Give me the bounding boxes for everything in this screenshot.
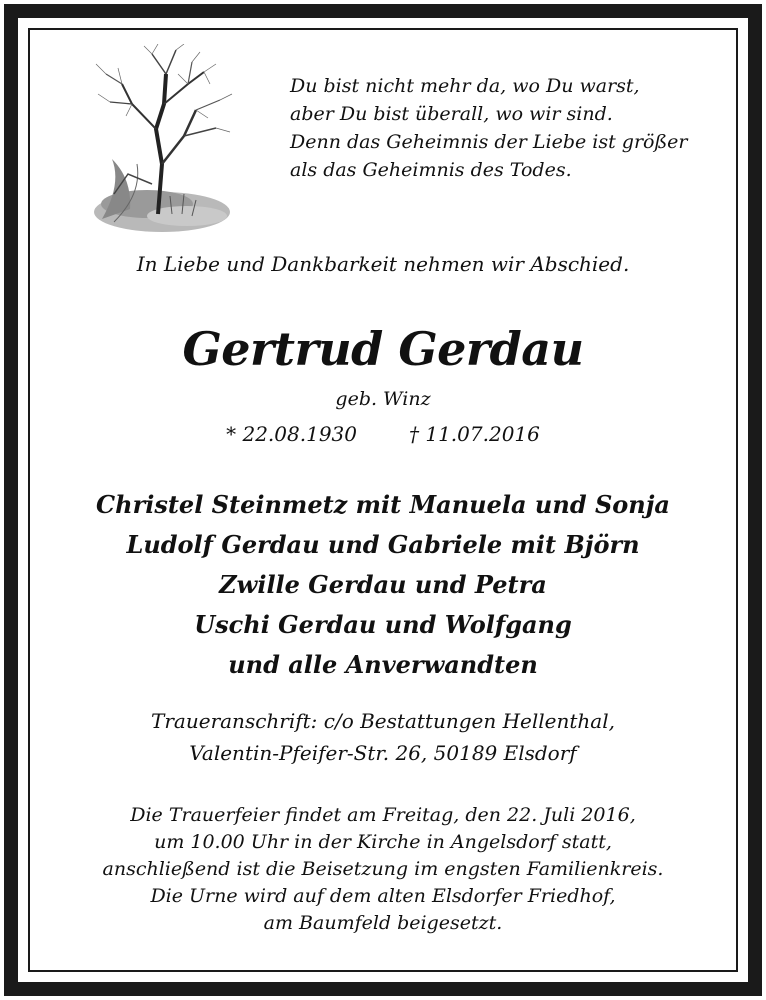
mourner-line: Zwille Gerdau und Petra: [219, 570, 547, 599]
funeral-line: um 10.00 Uhr in der Kirche in Angelsdorf statt,: [154, 831, 612, 853]
poem: [290, 72, 730, 184]
mourner-line: und alle Anverwandten: [228, 650, 538, 679]
address-line: Traueranschrift: c/o Bestattungen Hellenthal,: [151, 709, 615, 733]
death-date: † 11.07.2016: [409, 422, 540, 446]
funeral-line: Die Trauerfeier findet am Freitag, den 22. Juli 2016,: [130, 804, 636, 826]
birth-date: * 22.08.1930: [226, 422, 357, 446]
poem-line: aber Du bist überall, wo wir sind.: [290, 103, 613, 125]
farewell-text: In Liebe und Dankbarkeit nehmen wir Abschied.: [136, 252, 630, 276]
funeral-line: Die Urne wird auf dem alten Elsdorfer Friedhof,: [150, 885, 616, 907]
birth-name: geb. Winz: [335, 388, 431, 410]
mourner-line: Uschi Gerdau und Wolfgang: [194, 610, 572, 639]
tree-icon: [92, 44, 238, 234]
address-line: Valentin-Pfeifer-Str. 26, 50189 Elsdorf: [189, 741, 577, 765]
poem-line: als das Geheimnis des Todes.: [290, 159, 572, 181]
life-dates: [0, 422, 766, 446]
mourners-list: [0, 485, 766, 685]
poem-line: Du bist nicht mehr da, wo Du warst,: [290, 75, 640, 97]
poem-line: Denn das Geheimnis der Liebe ist größer: [290, 131, 688, 153]
funeral-line: am Baumfeld beigesetzt.: [263, 912, 503, 934]
deceased-name: Gertrud Gerdau: [182, 322, 584, 376]
mourner-line: Christel Steinmetz mit Manuela und Sonja: [96, 490, 670, 519]
mourning-address: [0, 705, 766, 769]
funeral-line: anschließend ist die Beisetzung im engsten Familienkreis.: [102, 858, 664, 880]
mourner-line: Ludolf Gerdau und Gabriele mit Björn: [126, 530, 640, 559]
funeral-info: [0, 802, 766, 937]
